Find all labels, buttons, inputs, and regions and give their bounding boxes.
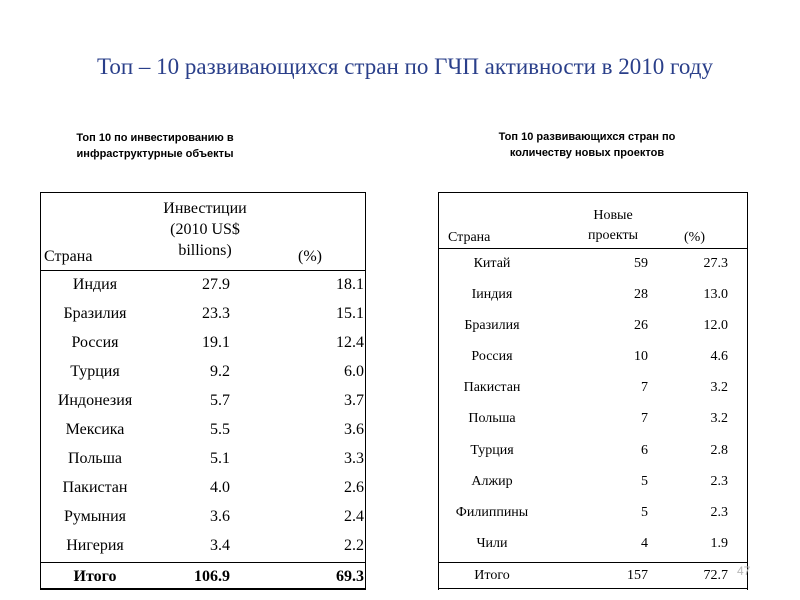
table-row <box>438 501 748 532</box>
cell-projects: 6 <box>641 443 648 458</box>
cell-investment: 23.3 <box>202 305 230 322</box>
table-bottom-rule <box>40 588 366 590</box>
cell-country: Пакистан <box>463 380 521 395</box>
cell-percent: 13.0 <box>703 287 728 302</box>
cell-projects: 10 <box>634 349 648 364</box>
cell-projects: 5 <box>641 474 648 489</box>
cell-country: Нигерия <box>66 537 124 554</box>
column-header-percent: (%) <box>684 230 705 245</box>
cell-country: Бразилия <box>464 318 520 333</box>
column-header-percent: (%) <box>298 248 322 265</box>
cell-investment: 27.9 <box>202 276 230 293</box>
total-label: Итого <box>474 568 510 583</box>
cell-investment: 5.5 <box>210 421 230 438</box>
table-row <box>40 301 366 330</box>
total-label: Итого <box>73 568 117 585</box>
page-title: Топ – 10 развивающихся стран по ГЧП активности в 2010 году <box>97 54 713 79</box>
cell-percent: 2.3 <box>710 505 728 520</box>
table-row <box>438 407 748 438</box>
cell-country: Индия <box>72 276 118 293</box>
cell-country: Турция <box>470 443 514 458</box>
cell-country: Іиндия <box>471 287 513 302</box>
total-row <box>438 564 751 595</box>
cell-projects: 28 <box>634 287 648 302</box>
table-row <box>438 439 748 470</box>
cell-percent: 3.2 <box>710 411 728 426</box>
cell-country: Турция <box>70 363 120 380</box>
table-top-rule <box>40 192 366 193</box>
cell-projects: 7 <box>641 380 648 395</box>
table-row <box>438 314 748 345</box>
table-row <box>438 470 748 501</box>
table-row <box>438 345 748 376</box>
table-row <box>438 283 748 314</box>
cell-percent: 15.1 <box>336 305 364 322</box>
cell-country: Россия <box>71 334 119 351</box>
cell-investment: 4.0 <box>210 479 230 496</box>
cell-country: Россия <box>471 349 513 364</box>
cell-investment: 3.6 <box>210 508 230 525</box>
column-header-investment: Инвестиции (2010 US$ billions) <box>163 200 247 259</box>
left-table-caption: Топ 10 по инвестированию в инфраструктурные объекты <box>76 132 234 160</box>
cell-country: Польша <box>67 450 123 467</box>
investment-table <box>40 192 366 590</box>
cell-projects: 4 <box>641 536 648 551</box>
cell-country: Филиппины <box>455 505 529 520</box>
total-rule <box>40 562 366 563</box>
cell-country: Чили <box>476 536 508 551</box>
cell-percent: 2.4 <box>344 508 364 525</box>
cell-percent: 1.9 <box>710 536 728 551</box>
table-row <box>40 330 366 359</box>
total-percent: 69.3 <box>336 568 364 585</box>
table-row <box>40 504 366 533</box>
right-table-caption: Топ 10 развивающихся стран по количеству новых проектов <box>498 131 676 159</box>
cell-projects: 59 <box>634 256 648 271</box>
table-row <box>40 475 366 504</box>
cell-investment: 9.2 <box>210 363 230 380</box>
cell-country: Румыния <box>63 508 127 525</box>
table-row <box>40 272 366 301</box>
projects-table <box>438 192 751 590</box>
cell-investment: 5.1 <box>210 450 230 467</box>
table-row <box>40 533 366 562</box>
cell-percent: 3.2 <box>710 380 728 395</box>
table-row <box>438 376 748 407</box>
cell-percent: 18.1 <box>336 276 364 293</box>
cell-projects: 26 <box>634 318 648 333</box>
table-top-rule <box>438 192 748 193</box>
column-header-country: Страна <box>44 248 93 265</box>
page-number: 47 <box>737 564 751 578</box>
cell-percent: 12.4 <box>336 334 364 351</box>
cell-percent: 2.6 <box>344 479 364 496</box>
table-bottom-rule <box>438 588 748 589</box>
total-percent: 72.7 <box>703 568 728 583</box>
cell-country: Алжир <box>471 474 513 489</box>
cell-percent: 3.3 <box>344 450 364 467</box>
cell-investment: 19.1 <box>202 334 230 351</box>
cell-country: Китай <box>473 256 511 271</box>
total-rule <box>438 562 748 563</box>
cell-projects: 5 <box>641 505 648 520</box>
header-rule <box>438 248 748 249</box>
cell-country: Пакистан <box>62 479 128 496</box>
column-header-country: Страна <box>448 230 491 245</box>
cell-percent: 2.2 <box>344 537 364 554</box>
table-row <box>438 252 748 283</box>
cell-percent: 6.0 <box>344 363 364 380</box>
cell-country: Бразилия <box>63 305 127 322</box>
column-header-projects: Новые проекты <box>587 208 639 243</box>
total-projects: 157 <box>627 568 648 583</box>
cell-percent: 12.0 <box>703 318 728 333</box>
cell-percent: 4.6 <box>710 349 728 364</box>
table-row <box>40 417 366 446</box>
header-rule <box>40 270 366 271</box>
cell-projects: 7 <box>641 411 648 426</box>
cell-percent: 2.8 <box>710 443 728 458</box>
cell-investment: 3.4 <box>210 537 230 554</box>
table-row <box>40 388 366 417</box>
cell-percent: 3.7 <box>344 392 364 409</box>
cell-investment: 5.7 <box>210 392 230 409</box>
table-row <box>40 359 366 388</box>
cell-percent: 27.3 <box>703 256 728 271</box>
cell-percent: 2.3 <box>710 474 728 489</box>
cell-country: Мексика <box>65 421 125 438</box>
table-row <box>438 532 748 563</box>
total-investment: 106.9 <box>194 568 230 585</box>
cell-country: Польша <box>468 411 516 426</box>
table-row <box>40 446 366 475</box>
cell-country: Индонезия <box>57 392 133 409</box>
cell-percent: 3.6 <box>344 421 364 438</box>
